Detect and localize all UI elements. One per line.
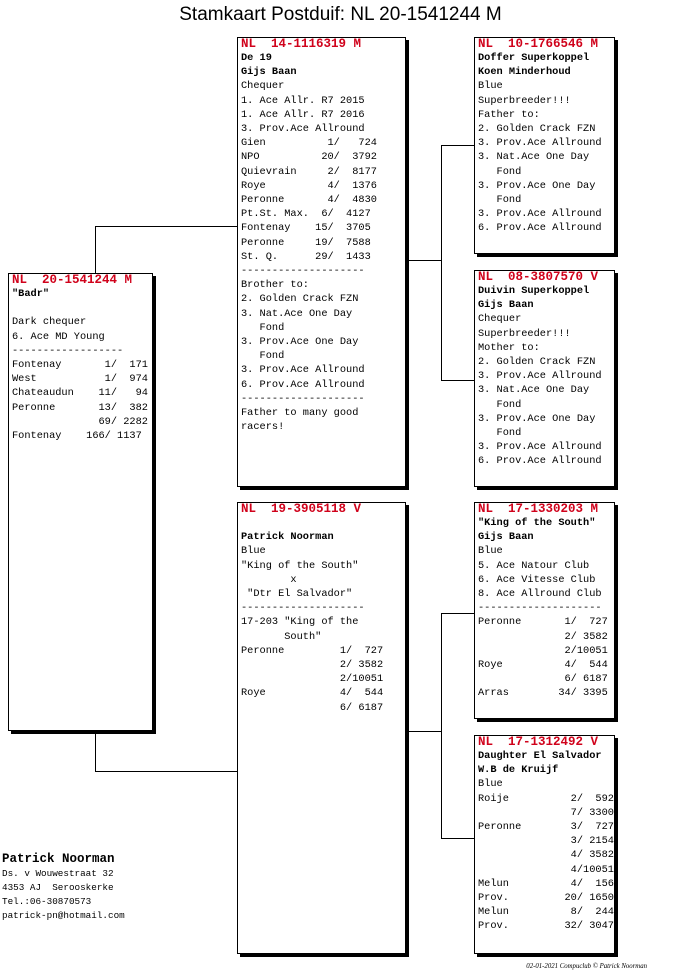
detail-line: Peronne 4/ 4830 — [241, 194, 377, 207]
detail-line: Fontenay 1/ 171 — [12, 359, 148, 372]
detail-line: Chequer — [241, 80, 285, 93]
detail-line: Arras 34/ 3395 — [478, 687, 608, 700]
detail-line: 7/ 3300 — [478, 806, 614, 819]
pigeon-details — [475, 51, 614, 236]
pigeon-card-mothers-mother — [474, 735, 615, 954]
detail-line: Fond — [241, 321, 285, 334]
detail-line: Blue — [478, 778, 503, 791]
detail-line: Daughter El Salvador — [478, 750, 602, 762]
connector-main-father-h — [95, 226, 237, 227]
detail-line: Gijs Baan — [241, 66, 297, 79]
detail-line: Fond — [478, 194, 522, 207]
owner-name: Patrick Noorman — [2, 852, 115, 866]
owner-email[interactable]: patrick-pn@hotmail.com — [2, 910, 125, 921]
connector-main-mother-v — [95, 731, 96, 771]
detail-line: 8. Ace Allround Club — [478, 588, 602, 601]
detail-line: 3. Nat.Ace One Day — [478, 384, 590, 397]
pigeon-ring-number: NL 19-3905118 V — [241, 502, 362, 516]
pigeon-ring-number: NL 17-1312492 V — [478, 735, 599, 749]
detail-line: 69/ 2282 — [12, 415, 148, 428]
detail-line — [241, 516, 405, 530]
detail-line: 3. Prov.Ace One Day — [241, 336, 359, 349]
detail-line: "Badr" — [12, 288, 50, 300]
pigeon-card-mother — [237, 502, 406, 954]
detail-line: 3. Prov.Ace One Day — [478, 179, 596, 192]
detail-line: Koen Minderhoud — [478, 66, 571, 79]
detail-line: 3. Prov.Ace Allround — [478, 208, 602, 221]
pigeon-card-father — [237, 37, 406, 487]
detail-line: Dark chequer — [12, 316, 87, 329]
detail-line: Blue — [478, 80, 503, 93]
detail-line: Brother to: — [241, 279, 309, 292]
connector-mm-h — [441, 838, 474, 839]
detail-line: Prov. 32/ 3047 — [478, 920, 614, 933]
detail-line: 6/ 6187 — [241, 701, 384, 714]
detail-line: 3. Prov.Ace Allround — [478, 441, 602, 454]
detail-line: 6. Prov.Ace Allround — [478, 455, 602, 468]
detail-line: 1. Ace Allr. R7 2016 — [241, 108, 365, 121]
detail-line: Roye 4/ 544 — [241, 687, 384, 700]
detail-line: Chequer — [478, 313, 522, 326]
pigeon-card-fathers-mother — [474, 270, 615, 487]
detail-line: 17-203 "King of the — [241, 616, 359, 629]
detail-line: Blue — [478, 545, 503, 558]
detail-line: Peronne 3/ 727 — [478, 821, 614, 834]
detail-line: NPO 20/ 3792 — [241, 151, 377, 164]
detail-line: 6/ 6187 — [478, 673, 608, 686]
pigeon-ring-number: NL 14-1116319 M — [241, 37, 362, 51]
owner-contact — [2, 852, 125, 923]
detail-line: Fontenay 166/ 1137 — [12, 430, 142, 443]
footer-credit: 02-01-2021 Compuclub © Patrick Noorman — [526, 963, 647, 970]
detail-line: 6. Prov.Ace Allround — [478, 222, 602, 235]
detail-line: Roye 4/ 544 — [478, 659, 608, 672]
detail-line: racers! — [241, 421, 285, 434]
detail-line: Prov. 20/ 1650 — [478, 892, 614, 905]
detail-line: Blue — [241, 545, 266, 558]
detail-line: 3. Prov.Ace One Day — [478, 412, 596, 425]
detail-line: 6. Ace Vitesse Club — [478, 573, 596, 586]
pigeon-details — [9, 287, 152, 443]
detail-line: Superbreeder!!! — [478, 327, 571, 340]
detail-line: 4/ 3582 — [478, 849, 614, 862]
detail-line: -------------------- — [241, 265, 365, 278]
detail-line: Fond — [478, 427, 522, 440]
detail-line: Gijs Baan — [478, 531, 534, 544]
detail-line: Gijs Baan — [478, 299, 534, 312]
detail-line: 2. Golden Crack FZN — [478, 356, 596, 369]
detail-line: 2/ 3582 — [478, 630, 608, 643]
detail-line: -------------------- — [478, 602, 602, 615]
detail-line: South" — [241, 630, 322, 643]
detail-line: 3. Prov.Ace Allround — [241, 123, 365, 136]
detail-line: W.B de Kruijf — [478, 764, 559, 777]
detail-line: 2/10051 — [241, 673, 384, 686]
detail-line: Superbreeder!!! — [478, 94, 571, 107]
detail-line: St. Q. 29/ 1433 — [241, 250, 371, 263]
pigeon-details — [475, 284, 614, 469]
connector-mother-parents-v — [441, 613, 442, 839]
detail-line: 3. Prov.Ace Allround — [478, 370, 602, 383]
connector-mf-h — [441, 613, 474, 614]
pigeon-details — [475, 749, 614, 934]
detail-line: Melun 8/ 244 — [478, 906, 614, 919]
detail-line: Roije 2/ 592 — [478, 792, 614, 805]
pigeon-card-main — [8, 273, 153, 731]
detail-line: 3. Nat.Ace One Day — [478, 151, 590, 164]
detail-line: Peronne 19/ 7588 — [241, 236, 371, 249]
detail-line: 2. Golden Crack FZN — [241, 293, 359, 306]
detail-line: 3. Nat.Ace One Day — [241, 307, 353, 320]
pigeon-details — [475, 516, 614, 701]
detail-line: -------------------- — [241, 392, 365, 405]
pigeon-ring-number: NL 10-1766546 M — [478, 37, 599, 51]
detail-line: 6. Prov.Ace Allround — [241, 378, 365, 391]
pigeon-ring-number: NL 17-1330203 M — [478, 502, 599, 516]
detail-line: 2/10051 — [478, 644, 608, 657]
detail-line: 2. Golden Crack FZN — [478, 123, 596, 136]
detail-line: 3. Prov.Ace Allround — [478, 137, 602, 150]
owner-postcode-city: 4353 AJ Serooskerke — [2, 882, 114, 893]
detail-line: -------------------- — [241, 602, 365, 615]
pigeon-details — [238, 516, 405, 715]
detail-line: Melun 4/ 156 — [478, 877, 614, 890]
page-title: Stamkaart Postduif: NL 20-1541244 M — [179, 4, 502, 25]
detail-line: Patrick Noorman — [241, 531, 334, 544]
connector-father-parents-v — [441, 145, 442, 381]
pigeon-ring-number: NL 08-3807570 V — [478, 270, 599, 284]
owner-address: Ds. v Wouwestraat 32 — [2, 868, 114, 879]
connector-fm-h — [441, 380, 474, 381]
detail-line: Fontenay 15/ 3705 — [241, 222, 371, 235]
detail-line: Peronne 1/ 727 — [478, 616, 608, 629]
detail-line: 5. Ace Natour Club — [478, 559, 590, 572]
owner-phone: Tel.:06-30870573 — [2, 896, 92, 907]
detail-line: "King of the South" — [241, 559, 359, 572]
detail-line: "King of the South" — [478, 517, 596, 529]
detail-line — [12, 301, 152, 315]
detail-line: 1. Ace Allr. R7 2015 — [241, 94, 365, 107]
detail-line: Father to many good — [241, 407, 359, 420]
detail-line: De 19 — [241, 52, 272, 64]
detail-line: Mother to: — [478, 341, 540, 354]
connector-main-father-v — [95, 226, 96, 274]
detail-line: x — [241, 573, 297, 586]
detail-line: West 1/ 974 — [12, 373, 148, 386]
detail-line: 3. Prov.Ace Allround — [241, 364, 365, 377]
detail-line: Peronne 13/ 382 — [12, 401, 148, 414]
pigeon-card-fathers-father — [474, 37, 615, 254]
pigeon-ring-number: NL 20-1541244 M — [12, 273, 133, 287]
detail-line: 4/10051 — [478, 863, 614, 876]
detail-line: 3/ 2154 — [478, 835, 614, 848]
detail-line: ------------------ — [12, 344, 124, 357]
detail-line: Fond — [241, 350, 285, 363]
detail-line: 2/ 3582 — [241, 659, 384, 672]
detail-line: Roye 4/ 1376 — [241, 179, 377, 192]
detail-line: 6. Ace MD Young — [12, 330, 105, 343]
connector-mother-parents-h — [406, 731, 441, 732]
detail-line: Fond — [478, 398, 522, 411]
detail-line: Chateaudun 11/ 94 — [12, 387, 148, 400]
connector-ff-h — [441, 145, 474, 146]
detail-line: Quievrain 2/ 8177 — [241, 165, 377, 178]
connector-main-mother-h — [95, 771, 237, 772]
detail-line: Duivin Superkoppel — [478, 285, 590, 297]
detail-line: Father to: — [478, 108, 540, 121]
detail-line: "Dtr El Salvador" — [241, 588, 353, 601]
detail-line: Fond — [478, 165, 522, 178]
detail-line: Peronne 1/ 727 — [241, 644, 384, 657]
pigeon-details — [238, 51, 405, 434]
pigeon-card-mothers-father — [474, 502, 615, 719]
detail-line: Gien 1/ 724 — [241, 137, 377, 150]
detail-line: Pt.St. Max. 6/ 4127 — [241, 208, 371, 221]
connector-father-parents-h — [406, 260, 441, 261]
detail-line: Doffer Superkoppel — [478, 52, 590, 64]
